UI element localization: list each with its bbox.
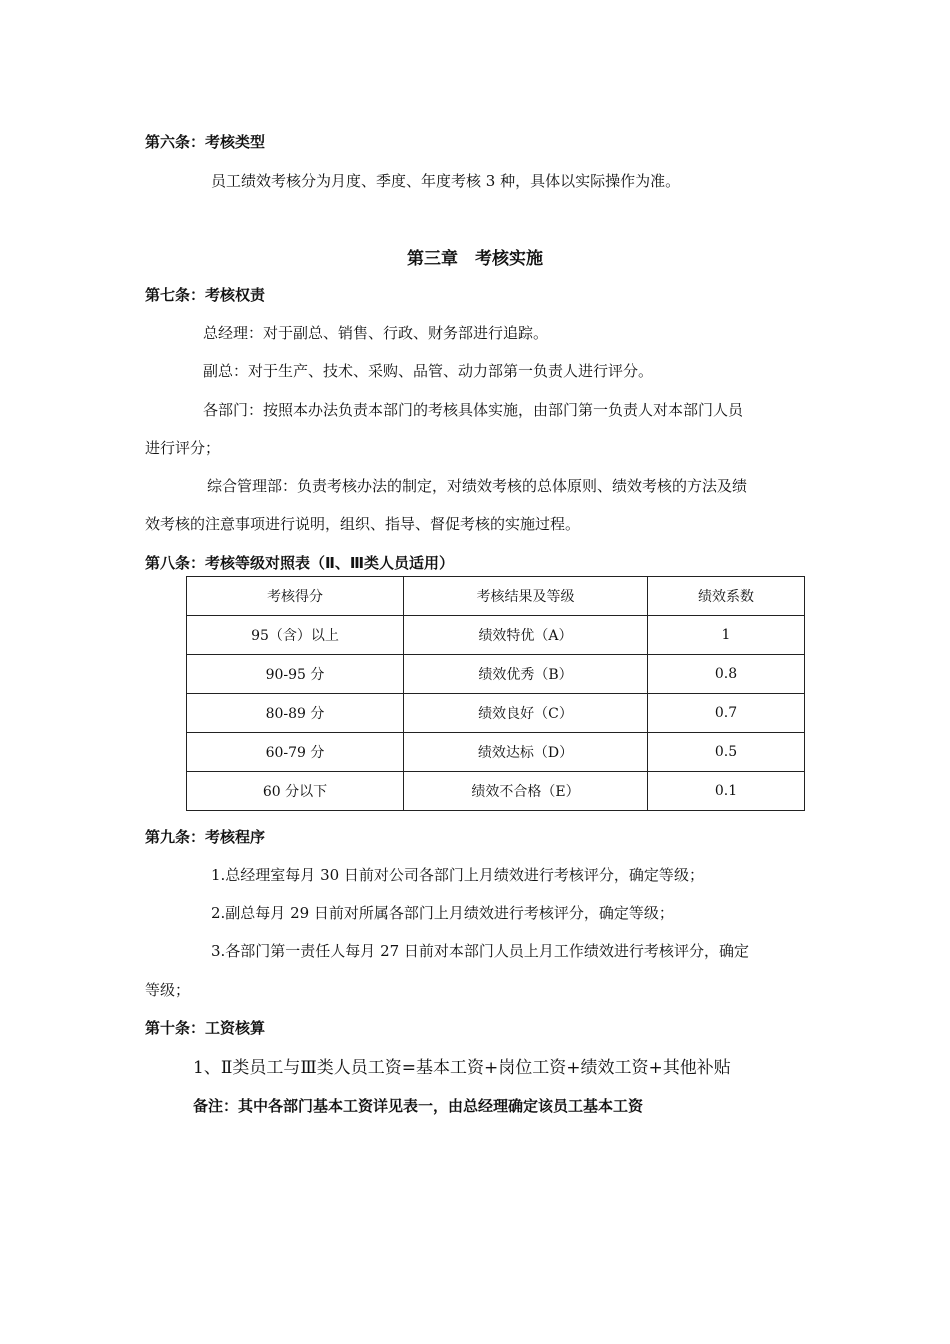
table-row (187, 733, 805, 772)
table-cell: 90-95 分 (187, 655, 404, 694)
table-row (187, 655, 805, 694)
article-8-title: 第八条：考核等级对照表（Ⅱ、Ⅲ类人员适用） (145, 554, 455, 572)
article-7-admin-line1: 综合管理部：负责考核办法的制定，对绩效考核的总体原则、绩效考核的方法及绩 (207, 477, 748, 495)
grade-table (186, 576, 805, 811)
table-row (187, 694, 805, 733)
article-6-title: 第六条：考核类型 (145, 133, 266, 151)
table-cell: 80-89 分 (187, 694, 404, 733)
article-6-text: 员工绩效考核分为月度、季度、年度考核 3 种，具体以实际操作为准。 (211, 172, 681, 190)
table-cell: 绩效良好（C） (404, 694, 648, 733)
article-9-item-2: 2.副总每月 29 日前对所属各部门上月绩效进行考核评分，确定等级； (211, 904, 674, 922)
table-cell: 绩效达标（D） (404, 733, 648, 772)
table-cell: 0.1 (648, 772, 805, 811)
article-7-admin-line2: 效考核的注意事项进行说明，组织、指导、督促考核的实施过程。 (145, 515, 581, 533)
table-cell: 绩效优秀（B） (404, 655, 648, 694)
table-cell: 0.7 (648, 694, 805, 733)
article-7-dept-line1: 各部门：按照本办法负责本部门的考核具体实施，由部门第一负责人对本部门人员 (203, 401, 744, 419)
table-cell: 0.5 (648, 733, 805, 772)
table-cell: 60 分以下 (187, 772, 404, 811)
article-9-item-3-line2: 等级； (145, 981, 191, 999)
table-cell: 绩效特优（A） (404, 616, 648, 655)
chapter-3-heading: 第三章 考核实施 (407, 249, 543, 269)
article-7-dept-line2: 进行评分； (145, 439, 221, 457)
article-7-title: 第七条：考核权责 (145, 286, 266, 304)
article-9-item-3-line1: 3.各部门第一责任人每月 27 日前对本部门人员上月工作绩效进行考核评分，确定 (211, 942, 749, 960)
table-header-row (187, 577, 805, 616)
table-cell: 0.8 (648, 655, 805, 694)
table-cell: 60-79 分 (187, 733, 404, 772)
table-row (187, 616, 805, 655)
salary-formula: 1、Ⅱ类员工与Ⅲ类人员工资=基本工资+岗位工资+绩效工资+其他补贴 (193, 1058, 731, 1078)
table-row (187, 772, 805, 811)
table-header-cell: 考核结果及等级 (404, 577, 648, 616)
article-7-gm: 总经理：对于副总、销售、行政、财务部进行追踪。 (203, 324, 549, 342)
article-10-title: 第十条：工资核算 (145, 1019, 266, 1037)
article-7-vp: 副总：对于生产、技术、采购、品管、动力部第一负责人进行评分。 (203, 362, 654, 380)
table-header-cell: 考核得分 (187, 577, 404, 616)
table-header-cell: 绩效系数 (648, 577, 805, 616)
table-cell: 95（含）以上 (187, 616, 404, 655)
table-cell: 绩效不合格（E） (404, 772, 648, 811)
table-cell: 1 (648, 616, 805, 655)
salary-note: 备注：其中各部门基本工资详见表一，由总经理确定该员工基本工资 (193, 1097, 644, 1115)
article-9-item-1: 1.总经理室每月 30 日前对公司各部门上月绩效进行考核评分，确定等级； (211, 866, 704, 884)
article-9-title: 第九条：考核程序 (145, 828, 266, 846)
